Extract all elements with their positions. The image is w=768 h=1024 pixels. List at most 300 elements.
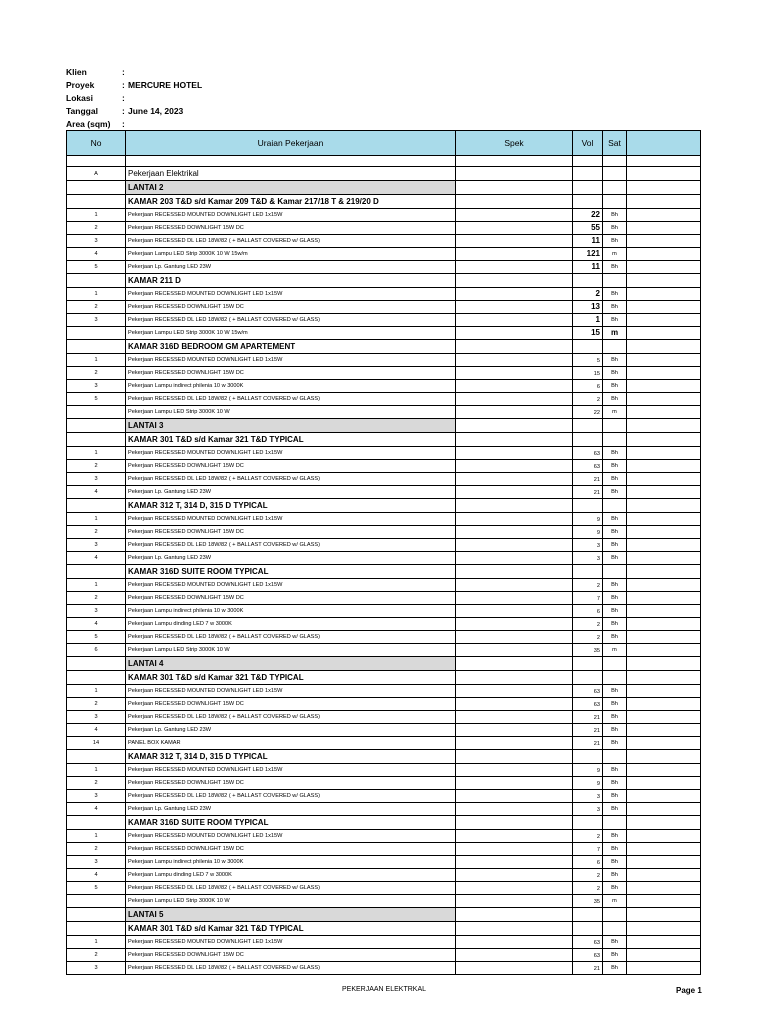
row-number [67, 406, 126, 419]
item-unit: Bh [603, 380, 627, 393]
item-volume: 63 [573, 949, 603, 962]
row-number [67, 895, 126, 908]
item-volume: 2 [573, 618, 603, 631]
spec-cell [456, 181, 573, 195]
item-description: Pekerjaan RECESSED MOUNTED DOWNLIGHT LED 1x15W [126, 936, 456, 949]
row-number: 3 [67, 856, 126, 869]
extra-cell [627, 644, 701, 657]
extra-cell [627, 922, 701, 936]
table-row [67, 698, 701, 711]
row-number: 1 [67, 830, 126, 843]
extra-cell [627, 843, 701, 856]
item-volume: 6 [573, 856, 603, 869]
row-number: 3 [67, 790, 126, 803]
row-number: 5 [67, 393, 126, 406]
meta-row-date [66, 105, 202, 118]
extra-cell [627, 579, 701, 592]
row-number: 1 [67, 447, 126, 460]
item-unit: Bh [603, 962, 627, 975]
item-description: Pekerjaan RECESSED DOWNLIGHT 15W DC [126, 949, 456, 962]
volume-cell [573, 195, 603, 209]
extra-cell [627, 565, 701, 579]
spec-cell [456, 367, 573, 380]
unit-cell [603, 274, 627, 288]
work-items-table [66, 130, 701, 975]
table-row [67, 486, 701, 499]
item-unit: Bh [603, 949, 627, 962]
spec-cell [456, 167, 573, 181]
unit-cell [603, 657, 627, 671]
meta-key: Area (sqm) [66, 119, 111, 129]
row-number: 2 [67, 460, 126, 473]
group-row [67, 816, 701, 830]
volume-cell [573, 922, 603, 936]
spec-cell [456, 301, 573, 314]
item-unit: Bh [603, 447, 627, 460]
section-title: KAMAR 312 T, 314 D, 315 D TYPICAL [126, 499, 456, 513]
spec-cell [456, 843, 573, 856]
row-number: 3 [67, 380, 126, 393]
extra-cell [627, 248, 701, 261]
item-description: Pekerjaan RECESSED DL LED 18W/82 ( + BALLAST COVERED w/ GLASS) [126, 539, 456, 552]
row-number: 3 [67, 711, 126, 724]
item-unit: Bh [603, 605, 627, 618]
extra-cell [627, 698, 701, 711]
page-number: Page 1 [676, 986, 702, 995]
table-row [67, 843, 701, 856]
row-number [67, 922, 126, 936]
row-number: 2 [67, 698, 126, 711]
spec-cell [456, 433, 573, 447]
table-row [67, 447, 701, 460]
row-number: 3 [67, 314, 126, 327]
table-row [67, 830, 701, 843]
item-volume: 3 [573, 552, 603, 565]
item-unit: Bh [603, 552, 627, 565]
spec-cell [456, 539, 573, 552]
spec-cell [456, 393, 573, 406]
item-description: Pekerjaan RECESSED MOUNTED DOWNLIGHT LED 1x15W [126, 513, 456, 526]
row-number [67, 816, 126, 830]
extra-cell [627, 499, 701, 513]
row-number: 1 [67, 288, 126, 301]
table-row [67, 711, 701, 724]
extra-cell [627, 526, 701, 539]
item-description: Pekerjaan RECESSED DL LED 18W/82 ( + BALLAST COVERED w/ GLASS) [126, 631, 456, 644]
extra-cell [627, 777, 701, 790]
item-unit: Bh [603, 936, 627, 949]
item-unit: Bh [603, 486, 627, 499]
table-row [67, 764, 701, 777]
spec-cell [456, 949, 573, 962]
unit-cell [603, 433, 627, 447]
spec-cell [456, 486, 573, 499]
row-number: 6 [67, 644, 126, 657]
table-row [67, 869, 701, 882]
item-volume: 9 [573, 764, 603, 777]
item-description: Pekerjaan RECESSED DOWNLIGHT 15W DC [126, 222, 456, 235]
item-volume: 35 [573, 644, 603, 657]
extra-cell [627, 473, 701, 486]
item-description: Pekerjaan RECESSED DOWNLIGHT 15W DC [126, 367, 456, 380]
volume-cell [573, 750, 603, 764]
volume-cell [573, 340, 603, 354]
empty-cell [67, 156, 126, 167]
table-row [67, 235, 701, 248]
unit-cell [603, 565, 627, 579]
extra-cell [627, 711, 701, 724]
row-number: 4 [67, 486, 126, 499]
spec-cell [456, 882, 573, 895]
meta-value: June 14, 2023 [128, 106, 184, 116]
extra-cell [627, 274, 701, 288]
item-description: Pekerjaan RECESSED DL LED 18W/82 ( + BALLAST COVERED w/ GLASS) [126, 882, 456, 895]
extra-cell [627, 724, 701, 737]
table-row [67, 327, 701, 340]
floor-row [67, 908, 701, 922]
spec-cell [456, 685, 573, 698]
item-unit: Bh [603, 685, 627, 698]
item-unit: Bh [603, 724, 627, 737]
spec-cell [456, 618, 573, 631]
item-volume: 9 [573, 526, 603, 539]
item-description: Pekerjaan RECESSED DOWNLIGHT 15W DC [126, 526, 456, 539]
item-unit: Bh [603, 856, 627, 869]
spec-cell [456, 340, 573, 354]
item-description: Pekerjaan RECESSED DL LED 18W/82 ( + BALLAST COVERED w/ GLASS) [126, 393, 456, 406]
spec-cell [456, 657, 573, 671]
extra-cell [627, 393, 701, 406]
spec-cell [456, 579, 573, 592]
group-row [67, 671, 701, 685]
section-title: KAMAR 312 T, 314 D, 315 D TYPICAL [126, 750, 456, 764]
item-volume: 3 [573, 803, 603, 816]
spec-cell [456, 235, 573, 248]
item-description: Pekerjaan RECESSED MOUNTED DOWNLIGHT LED 1x15W [126, 288, 456, 301]
unit-cell [603, 922, 627, 936]
spec-cell [456, 419, 573, 433]
unit-cell [603, 908, 627, 922]
meta-key: Tanggal [66, 106, 98, 116]
volume-cell [573, 499, 603, 513]
extra-cell [627, 340, 701, 354]
table-row [67, 579, 701, 592]
item-description: Pekerjaan RECESSED DL LED 18W/82 ( + BALLAST COVERED w/ GLASS) [126, 235, 456, 248]
document-header [66, 66, 202, 131]
item-volume: 2 [573, 830, 603, 843]
extra-cell [627, 419, 701, 433]
table-row [67, 592, 701, 605]
item-volume: 2 [573, 631, 603, 644]
spec-cell [456, 737, 573, 750]
item-description: Pekerjaan Lampu LED Strip 3000K 10 W 15w/m [126, 327, 456, 340]
row-number: 2 [67, 301, 126, 314]
item-volume: 22 [573, 209, 603, 222]
item-unit: Bh [603, 539, 627, 552]
column-header-spec: Spek [456, 131, 573, 156]
volume-cell [573, 908, 603, 922]
extra-cell [627, 671, 701, 685]
table-row [67, 882, 701, 895]
floor-title: LANTAI 4 [126, 657, 456, 671]
item-unit: Bh [603, 301, 627, 314]
item-unit: Bh [603, 367, 627, 380]
spec-cell [456, 261, 573, 274]
row-number [67, 499, 126, 513]
row-number [67, 340, 126, 354]
column-header-unit: Sat [603, 131, 627, 156]
item-unit: Bh [603, 460, 627, 473]
extra-cell [627, 301, 701, 314]
table-row [67, 644, 701, 657]
spec-cell [456, 526, 573, 539]
item-volume: 22 [573, 406, 603, 419]
table-row [67, 962, 701, 975]
floor-row [67, 181, 701, 195]
item-description: Pekerjaan RECESSED DL LED 18W/82 ( + BALLAST COVERED w/ GLASS) [126, 962, 456, 975]
table-row [67, 526, 701, 539]
spec-cell [456, 314, 573, 327]
item-description: Pekerjaan Lampu LED Strip 3000K 10 W [126, 406, 456, 419]
extra-cell [627, 618, 701, 631]
extra-cell [627, 222, 701, 235]
item-unit: Bh [603, 473, 627, 486]
extra-cell [627, 737, 701, 750]
row-number: 3 [67, 962, 126, 975]
item-volume: 63 [573, 936, 603, 949]
item-description: Pekerjaan Lampu dinding LED 7 w 3000K [126, 618, 456, 631]
item-volume: 63 [573, 685, 603, 698]
extra-cell [627, 181, 701, 195]
table-row [67, 685, 701, 698]
volume-cell [573, 167, 603, 181]
item-unit: Bh [603, 711, 627, 724]
meta-colon: : [122, 119, 125, 129]
item-volume: 15 [573, 367, 603, 380]
group-row [67, 195, 701, 209]
group-row [67, 274, 701, 288]
item-unit: Bh [603, 631, 627, 644]
table-row [67, 737, 701, 750]
table-row [67, 288, 701, 301]
spec-cell [456, 380, 573, 393]
spec-cell [456, 473, 573, 486]
spec-cell [456, 895, 573, 908]
group-row [67, 433, 701, 447]
extra-cell [627, 790, 701, 803]
extra-cell [627, 816, 701, 830]
spec-cell [456, 605, 573, 618]
row-number: 1 [67, 936, 126, 949]
item-volume: 63 [573, 460, 603, 473]
item-unit: m [603, 644, 627, 657]
item-unit: Bh [603, 393, 627, 406]
spec-cell [456, 711, 573, 724]
item-description: Pekerjaan RECESSED DL LED 18W/82 ( + BALLAST COVERED w/ GLASS) [126, 790, 456, 803]
volume-cell [573, 816, 603, 830]
row-number: 2 [67, 222, 126, 235]
extra-cell [627, 513, 701, 526]
item-description: Pekerjaan Lp. Gantung LED 23W [126, 803, 456, 816]
spec-cell [456, 631, 573, 644]
unit-cell [603, 340, 627, 354]
item-volume: 9 [573, 777, 603, 790]
table-row [67, 777, 701, 790]
item-unit: Bh [603, 288, 627, 301]
row-number: 3 [67, 235, 126, 248]
item-unit: Bh [603, 790, 627, 803]
item-description: Pekerjaan RECESSED DL LED 18W/82 ( + BALLAST COVERED w/ GLASS) [126, 473, 456, 486]
table-row [67, 460, 701, 473]
volume-cell [573, 274, 603, 288]
extra-cell [627, 209, 701, 222]
table-row [67, 790, 701, 803]
extra-cell [627, 167, 701, 181]
item-volume: 121 [573, 248, 603, 261]
extra-cell [627, 895, 701, 908]
item-volume: 55 [573, 222, 603, 235]
item-volume: 13 [573, 301, 603, 314]
item-unit: m [603, 327, 627, 340]
section-title: Pekerjaan Elektrikal [126, 167, 456, 181]
column-header-volume: Vol [573, 131, 603, 156]
table-row [67, 552, 701, 565]
row-number: 1 [67, 209, 126, 222]
meta-row-project [66, 79, 202, 92]
item-unit: Bh [603, 803, 627, 816]
extra-cell [627, 288, 701, 301]
extra-cell [627, 657, 701, 671]
row-number: 4 [67, 724, 126, 737]
table-row [67, 803, 701, 816]
row-number [67, 181, 126, 195]
extra-cell [627, 631, 701, 644]
item-unit: Bh [603, 869, 627, 882]
item-unit: Bh [603, 698, 627, 711]
item-volume: 7 [573, 592, 603, 605]
empty-cell [627, 156, 701, 167]
spec-cell [456, 327, 573, 340]
spec-cell [456, 248, 573, 261]
spec-cell [456, 499, 573, 513]
spec-cell [456, 856, 573, 869]
section-title: KAMAR 301 T&D s/d Kamar 321 T&D TYPICAL [126, 922, 456, 936]
item-unit: Bh [603, 261, 627, 274]
spec-cell [456, 803, 573, 816]
extra-cell [627, 406, 701, 419]
extra-cell [627, 195, 701, 209]
empty-cell [126, 156, 456, 167]
extra-cell [627, 354, 701, 367]
item-description: PANEL BOX KAMAR [126, 737, 456, 750]
volume-cell [573, 565, 603, 579]
table-row [67, 513, 701, 526]
column-header-description: Uraian Pekerjaan [126, 131, 456, 156]
item-description: Pekerjaan Lp. Gantung LED 23W [126, 552, 456, 565]
table-row [67, 367, 701, 380]
extra-cell [627, 460, 701, 473]
spec-cell [456, 195, 573, 209]
item-volume: 63 [573, 698, 603, 711]
spec-cell [456, 869, 573, 882]
table-row [67, 248, 701, 261]
item-description: Pekerjaan Lp. Gantung LED 23W [126, 724, 456, 737]
item-unit: Bh [603, 579, 627, 592]
table-row [67, 605, 701, 618]
floor-title: LANTAI 3 [126, 419, 456, 433]
spec-cell [456, 644, 573, 657]
item-description: Pekerjaan Lampu LED Strip 3000K 10 W [126, 895, 456, 908]
spec-cell [456, 790, 573, 803]
item-description: Pekerjaan RECESSED MOUNTED DOWNLIGHT LED 1x15W [126, 209, 456, 222]
item-unit: Bh [603, 314, 627, 327]
spec-cell [456, 936, 573, 949]
item-volume: 3 [573, 790, 603, 803]
extra-cell [627, 380, 701, 393]
spec-cell [456, 592, 573, 605]
item-description: Pekerjaan RECESSED MOUNTED DOWNLIGHT LED 1x15W [126, 579, 456, 592]
spec-cell [456, 552, 573, 565]
item-volume: 7 [573, 843, 603, 856]
row-number: 1 [67, 685, 126, 698]
spec-cell [456, 908, 573, 922]
extra-cell [627, 750, 701, 764]
unit-cell [603, 195, 627, 209]
item-description: Pekerjaan RECESSED MOUNTED DOWNLIGHT LED 1x15W [126, 830, 456, 843]
row-number: 14 [67, 737, 126, 750]
table-row [67, 261, 701, 274]
table-row [67, 393, 701, 406]
volume-cell [573, 671, 603, 685]
item-volume: 2 [573, 288, 603, 301]
extra-cell [627, 486, 701, 499]
extra-cell [627, 314, 701, 327]
item-unit: Bh [603, 737, 627, 750]
column-header-extra [627, 131, 701, 156]
row-number [67, 327, 126, 340]
item-description: Pekerjaan RECESSED DOWNLIGHT 15W DC [126, 301, 456, 314]
meta-row-client [66, 66, 202, 79]
row-number: 1 [67, 764, 126, 777]
spec-cell [456, 274, 573, 288]
item-volume: 6 [573, 605, 603, 618]
item-volume: 21 [573, 473, 603, 486]
floor-row [67, 657, 701, 671]
extra-cell [627, 936, 701, 949]
item-unit: m [603, 406, 627, 419]
volume-cell [573, 657, 603, 671]
table-row [67, 724, 701, 737]
unit-cell [603, 816, 627, 830]
item-volume: 21 [573, 711, 603, 724]
extra-cell [627, 856, 701, 869]
item-description: Pekerjaan RECESSED DOWNLIGHT 15W DC [126, 460, 456, 473]
floor-row [67, 419, 701, 433]
section-title: KAMAR 301 T&D s/d Kamar 321 T&D TYPICAL [126, 433, 456, 447]
row-number [67, 419, 126, 433]
extra-cell [627, 592, 701, 605]
spec-cell [456, 777, 573, 790]
spec-cell [456, 724, 573, 737]
item-description: Pekerjaan RECESSED DOWNLIGHT 15W DC [126, 777, 456, 790]
spec-cell [456, 698, 573, 711]
spec-cell [456, 513, 573, 526]
row-number: 3 [67, 605, 126, 618]
table-row [67, 222, 701, 235]
item-volume: 21 [573, 486, 603, 499]
section-title: KAMAR 316D SUITE ROOM TYPICAL [126, 565, 456, 579]
item-volume: 21 [573, 962, 603, 975]
